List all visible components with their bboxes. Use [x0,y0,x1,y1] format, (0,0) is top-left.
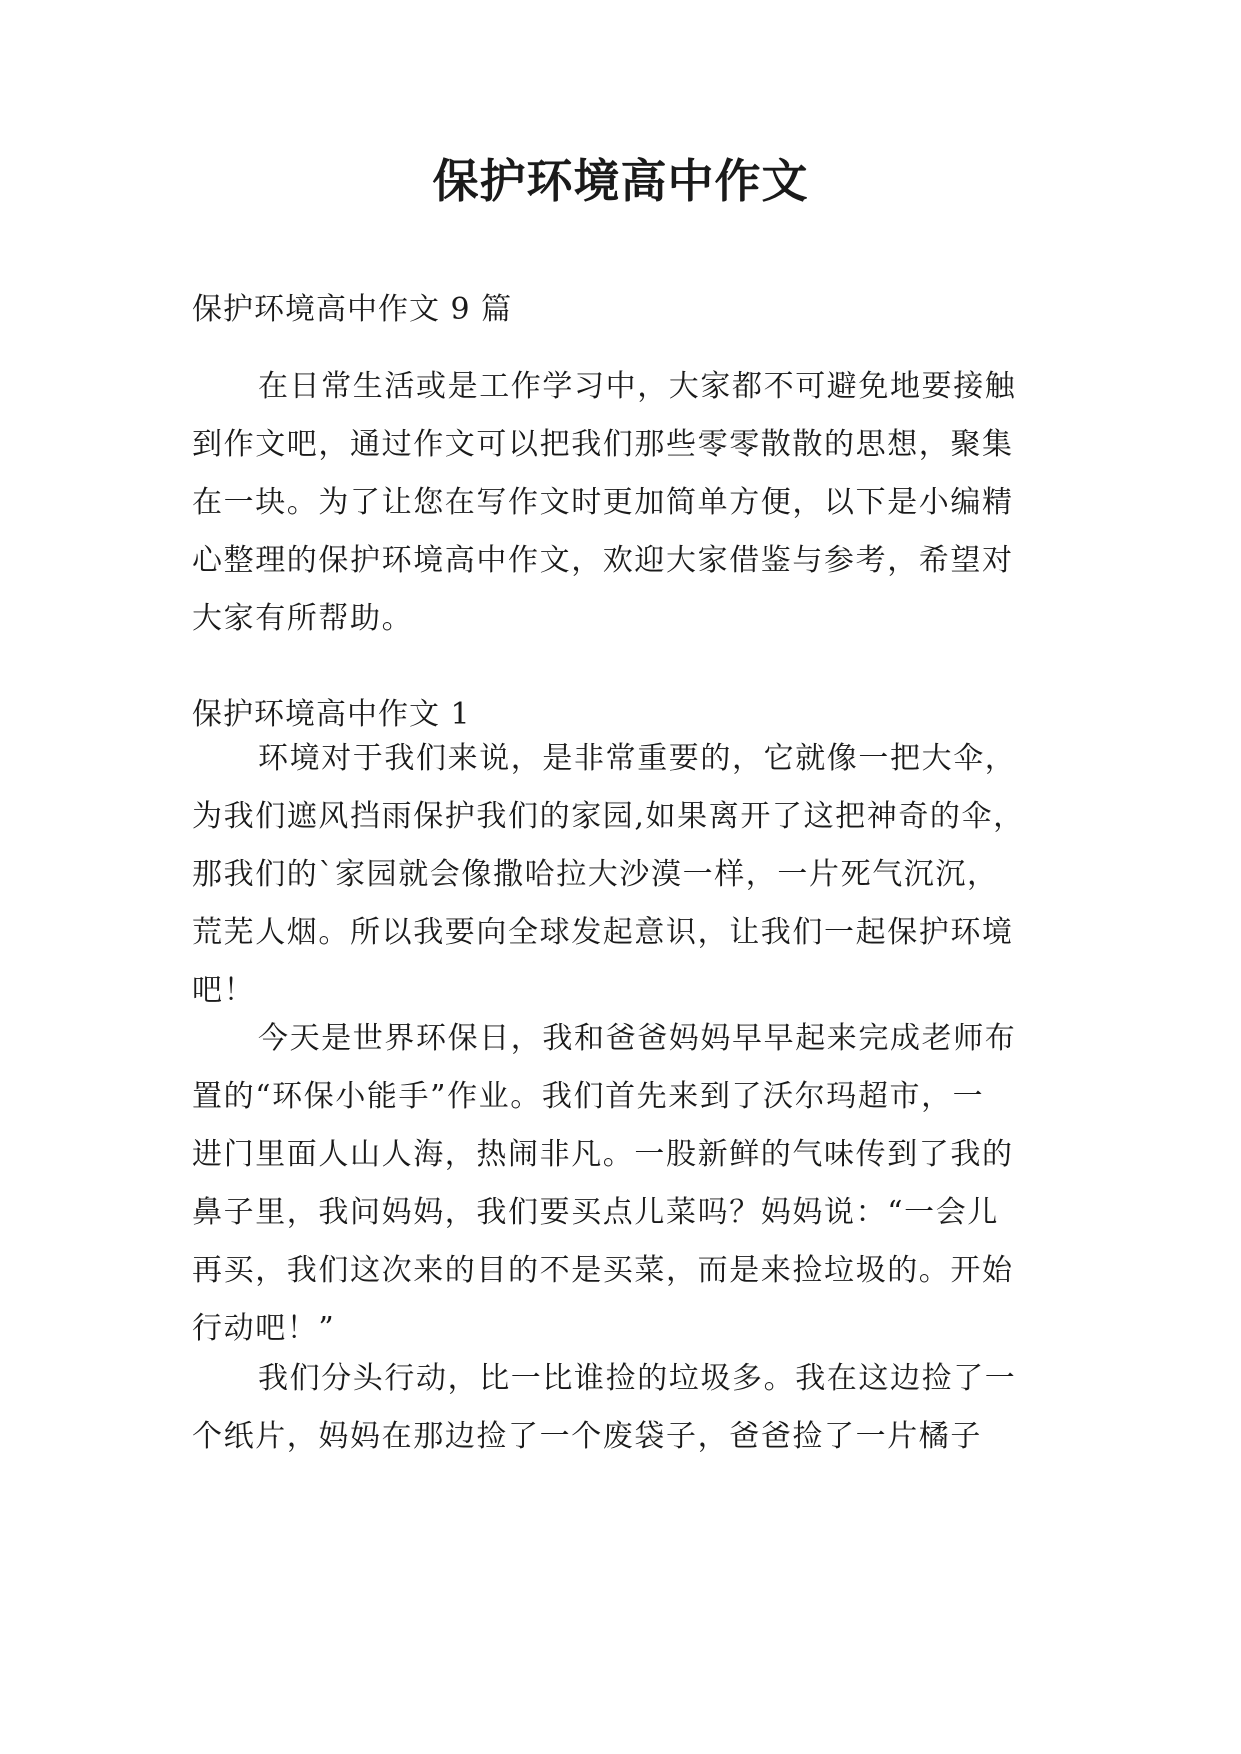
text-line: 置的“环保小能手”作业。我们首先来到了沃尔玛超市，一 [192,1079,985,1114]
text-line: 行动吧！” [192,1311,336,1346]
text-line: 那我们的`家园就会像撒哈拉大沙漠一样，一片死气沉沉， [192,857,999,892]
text-line: 今天是世界环保日，我和爸爸妈妈早早起来完成老师布 [258,1021,1017,1056]
text-line: 为我们遮风挡雨保护我们的家园,如果离开了这把神奇的伞， [192,799,1025,834]
text-line: 在日常生活或是工作学习中，大家都不可避免地要接触 [258,369,1017,404]
text-line: 在一块。为了让您在写作文时更加简单方便，以下是小编精 [192,485,1014,520]
essay-paragraph-2 [192,1010,1052,1358]
section-heading: 保护环境高中作文 1 [192,697,471,732]
document-title: 保护环境高中作文 [432,154,809,208]
text-line: 进门里面人山人海，热闹非凡。一股新鲜的气味传到了我的 [192,1137,1014,1172]
essay-paragraph-1 [192,730,1052,1020]
intro-paragraph [192,358,1052,648]
text-line: 心整理的保护环境高中作文，欢迎大家借鉴与参考，希望对 [192,543,1014,578]
text-line: 再买，我们这次来的目的不是买菜，而是来捡垃圾的。开始 [192,1253,1014,1288]
text-line: 鼻子里，我问妈妈，我们要买点儿菜吗？妈妈说：“一会儿 [192,1195,999,1230]
text-line: 到作文吧，通过作文可以把我们那些零零散散的思想，聚集 [192,427,1014,462]
text-line: 个纸片，妈妈在那边捡了一个废袋子，爸爸捡了一片橘子 [192,1419,982,1454]
text-line: 我们分头行动，比一比谁捡的垃圾多。我在这边捡了一 [258,1361,1017,1396]
document-subtitle: 保护环境高中作文 9 篇 [192,292,513,327]
essay-paragraph-3 [192,1350,1052,1466]
text-line: 荒芜人烟。所以我要向全球发起意识，让我们一起保护环境 [192,915,1014,950]
text-line: 吧！ [192,973,256,1008]
text-line: 环境对于我们来说，是非常重要的，它就像一把大伞， [258,741,1017,776]
text-line: 大家有所帮助。 [192,601,414,636]
